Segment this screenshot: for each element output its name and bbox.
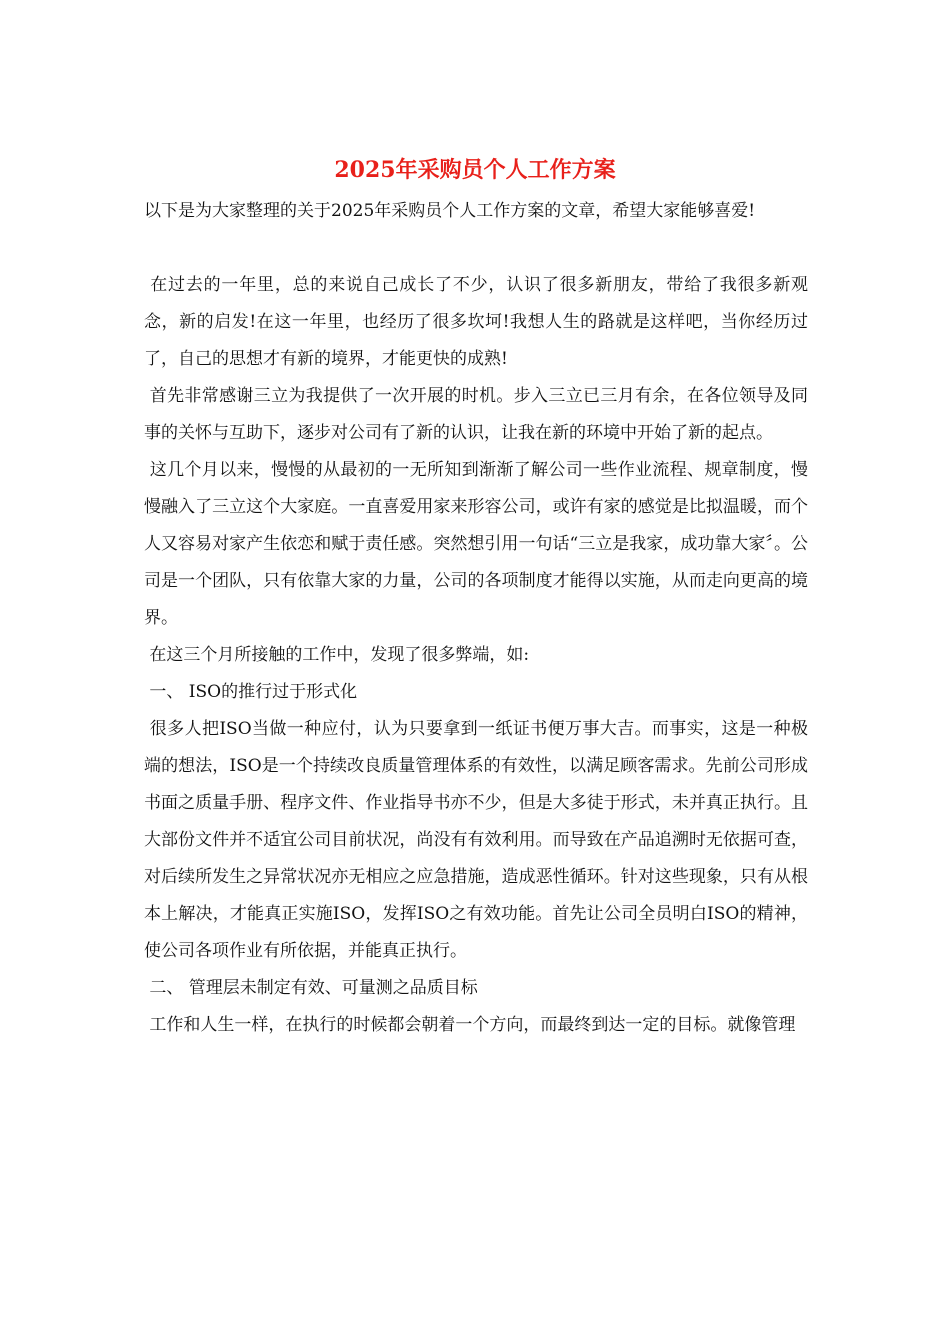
paragraph-drawbacks: 在这三个月所接触的工作中，发现了很多弊端，如: [144, 645, 530, 665]
paragraph-months: 这几个月以来，慢慢的从最初的一无所知到渐渐了解公司一些作业流程、规章制度，慢慢融入了三立这个大家庭。一直喜爱用家来形容公司，或许有家的感觉是比拟温暖，而个人又容易对家产生依恋和赋于责任感。突然想引用一句话“三立是我家，成功靠大家〞。公司是一个团队，只有依靠大家的力量，公司的各项制度才能得以实施，从而走向更高的境界。 [144, 460, 809, 628]
paragraph-work-life: 工作和人生一样，在执行的时候都会朝着一个方向，而最终到达一定的目标。就像管理 [144, 1015, 796, 1035]
paragraph-iso: 很多人把ISO当做一种应付，认为只要拿到一纸证书便万事大吉。而事实，这是一种极端的想法，ISO是一个持续改良质量管理体系的有效性，以满足顾客需求。先前公司形成书面之质量手册、程序文件、作业指导书亦不少，但是大多徒于形式，未并真正执行。且大部份文件并不适宜公司目前状况，尚没有有效利用。而导致在产品追溯时无依据可查，对后续所发生之异常状况亦无相应之应急措施，造成恶性循环。针对这些现象，只有从根本上解决，才能真正实施ISO，发挥ISO之有效功能。首先让公司全员明白ISO的精神，使公司各项作业有所依据，并能真正执行。 [144, 719, 809, 961]
document-body [144, 193, 808, 1044]
blank-line [144, 230, 808, 267]
paragraph-past-year: 在过去的一年里，总的来说自己成长了不少，认识了很多新朋友，带给了我很多新观念，新的启发!在这一年里，也经历了很多坎坷!我想人生的路就是这样吧，当你经历过了，自己的思想才有新的境界，才能更快的成熟! [144, 275, 809, 369]
paragraph-thanks: 首先非常感谢三立为我提供了一次开展的时机。步入三立已三月有余，在各位领导及同事的关怀与互助下，逐步对公司有了新的认识，让我在新的环境中开始了新的起点。 [144, 386, 809, 443]
heading-iso: 一、 ISO的推行过于形式化 [144, 682, 358, 702]
heading-quality-goals: 二、 管理层未制定有效、可量测之品质目标 [144, 978, 478, 998]
paragraph-intro: 以下是为大家整理的关于2025年采购员个人工作方案的文章，希望大家能够喜爱! [144, 201, 756, 221]
document-title: 2025年采购员个人工作方案 [334, 157, 616, 183]
